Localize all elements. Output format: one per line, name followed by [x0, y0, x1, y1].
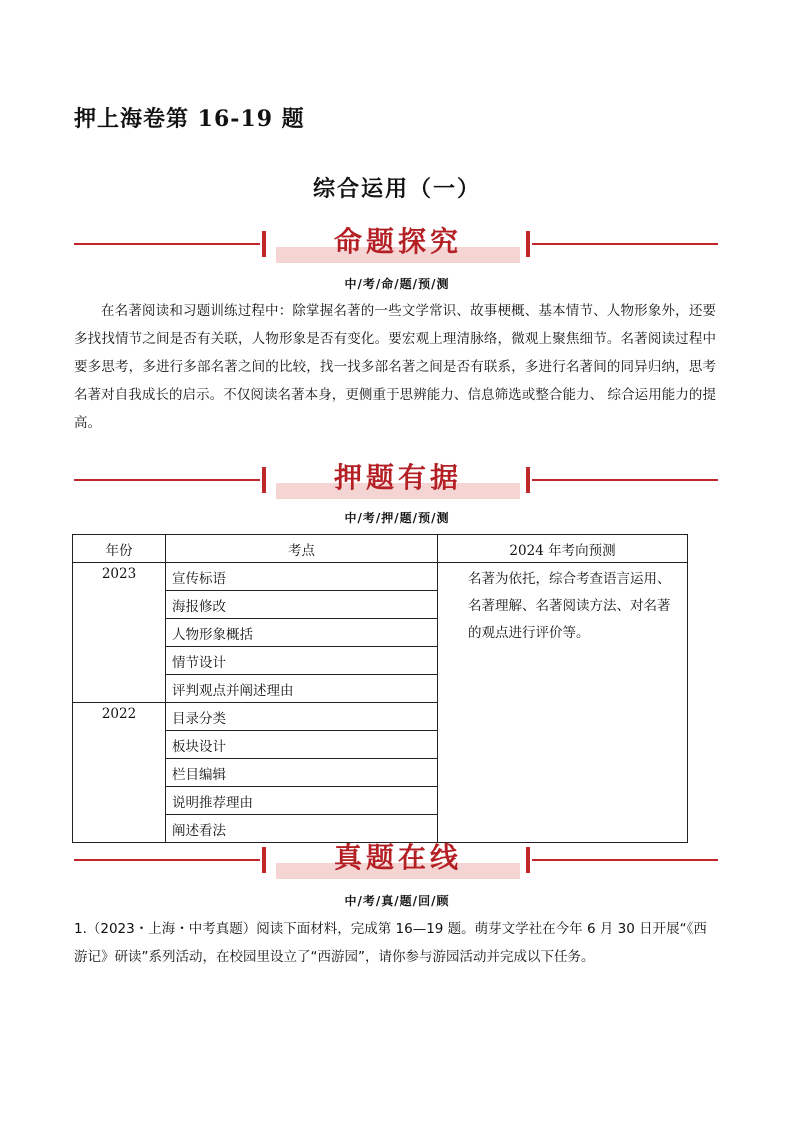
- point-cell: 说明推荐理由: [166, 787, 438, 815]
- banner-caption: 中/考/命/题/预/测: [344, 277, 450, 291]
- banner-line-left: [74, 479, 260, 481]
- point-cell: 评判观点并阐述理由: [166, 675, 438, 703]
- table-header-row: [73, 535, 688, 563]
- banner-bar-right: [526, 847, 530, 873]
- section-banner-proposition: [0, 222, 794, 266]
- banner-bar-left: [262, 847, 266, 873]
- intro-paragraph: 在名著阅读和习题训练过程中：除掌握名著的一些文学常识、故事梗概、基本情节、人物形象外，还要多找找情节之间是否有关联，人物形象是否有变化。要宏观上理清脉络，微观上聚焦细节。名著阅读过程中要多思考，多进行多部名著之间的比较，找一找多部名著之间是否有联系，多进行名著间的同异归纳，思考名著对自我成长的启示。不仅阅读名著本身，更侧重于思辨能力、信息筛选或整合能力、 综合运用能力的提高。: [74, 303, 716, 431]
- banner-line-right: [532, 479, 718, 481]
- banner-bar-right: [526, 231, 530, 257]
- banner-line-right: [532, 243, 718, 245]
- banner-line-right: [532, 859, 718, 861]
- header-point: 考点: [166, 535, 438, 563]
- banner-caption: 中/考/真/题/回/顾: [344, 894, 450, 908]
- section-banner-real-questions: [0, 838, 794, 882]
- year-cell: 2022: [73, 703, 166, 843]
- document-subtitle: 综合运用（一）: [312, 176, 481, 202]
- question-paragraph: 1.（2023・上海・中考真题）阅读下面材料，完成第 16—19 题。萌芽文学社在今年 6 月 30 日开展“《西游记》研读”系列活动，在校园里设立了“西游园”，请你参与游园活动并完成以下任务。: [74, 921, 707, 965]
- banner-title: 押题有据: [333, 461, 462, 494]
- exam-points-table: [72, 534, 688, 843]
- banner-bar-left: [262, 467, 266, 493]
- document-heading: 押上海卷第 16-19 题: [74, 106, 305, 132]
- point-cell: 海报修改: [166, 591, 438, 619]
- point-cell: 栏目编辑: [166, 759, 438, 787]
- forecast-cell: 名著为依托，综合考查语言运用、名著理解、名著阅读方法、对名著的观点进行评价等。: [438, 563, 688, 843]
- banner-bar-right: [526, 467, 530, 493]
- point-cell: 板块设计: [166, 731, 438, 759]
- year-cell: 2023: [73, 563, 166, 703]
- header-forecast: 2024 年考向预测: [438, 535, 688, 563]
- point-cell: 目录分类: [166, 703, 438, 731]
- banner-line-left: [74, 243, 260, 245]
- banner-title: 命题探究: [333, 225, 462, 258]
- point-cell: 阐述看法: [166, 815, 438, 843]
- banner-caption: 中/考/押/题/预/测: [344, 511, 450, 525]
- banner-line-left: [74, 859, 260, 861]
- banner-title: 真题在线: [333, 841, 462, 874]
- point-cell: 宣传标语: [166, 563, 438, 591]
- section-banner-prediction: [0, 458, 794, 502]
- point-cell: 情节设计: [166, 647, 438, 675]
- point-cell: 人物形象概括: [166, 619, 438, 647]
- banner-bar-left: [262, 231, 266, 257]
- header-year: 年份: [73, 535, 166, 563]
- table-row: [73, 563, 688, 591]
